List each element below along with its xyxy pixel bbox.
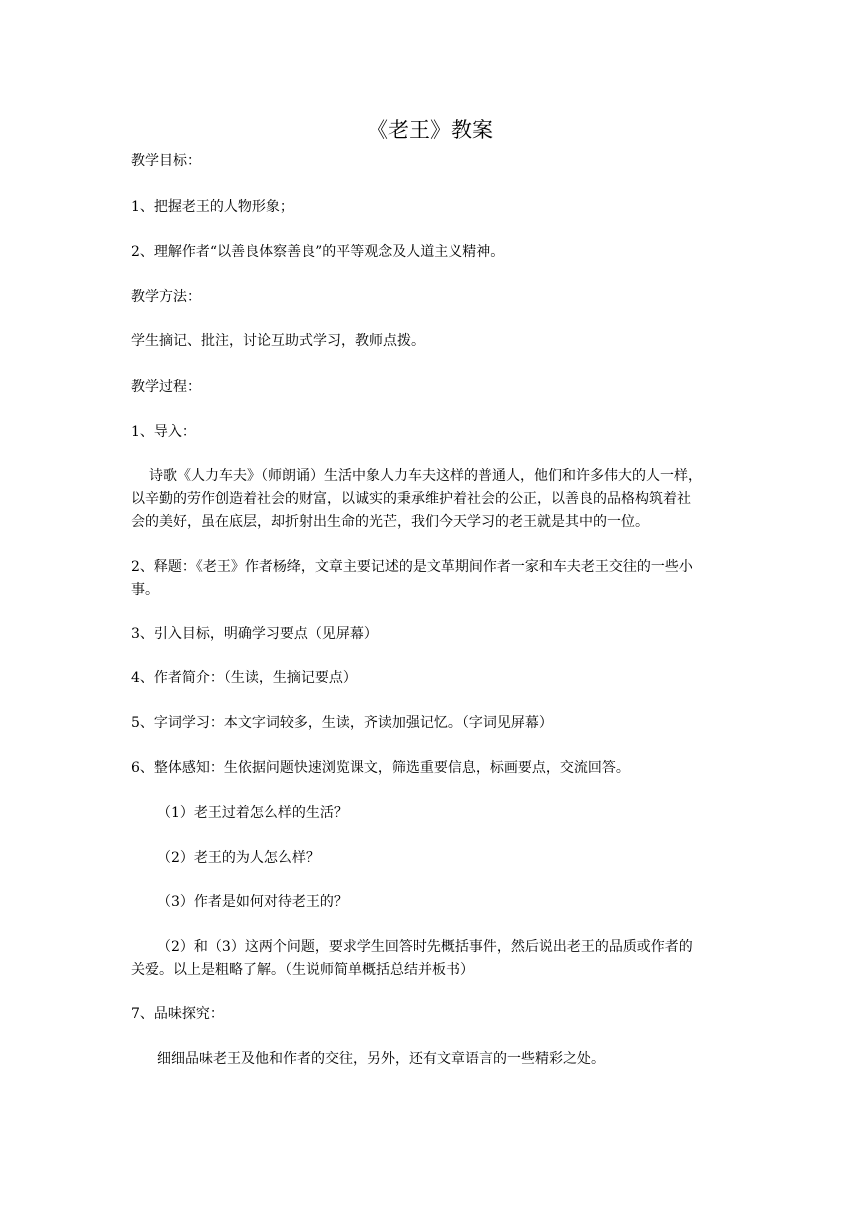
step-6: 6、整体感知：生依据问题快速浏览课文，筛选重要信息，标画要点，交流回答。 [131, 760, 630, 776]
step-2-line-1: 2、释题：《老王》作者杨绛，文章主要记述的是文革期间作者一家和车夫老王交往的一些小 [131, 559, 693, 575]
goal-item-1: 1、把握老王的人物形象； [131, 199, 294, 215]
step-3: 3、引入目标，明确学习要点（见屏幕） [131, 626, 378, 642]
intro-paragraph [131, 465, 746, 534]
intro-line-1: 诗歌《人力车夫》（师朗诵）生活中象人力车夫这样的普通人，他们和许多伟大的人一样， [149, 468, 702, 484]
step-2-paragraph [131, 556, 746, 602]
note-line-2: 关爱。以上是粗略了解。（生说师简单概括总结并板书） [131, 962, 474, 978]
method-text: 学生摘记、批注，讨论互助式学习，教师点拨。 [131, 333, 425, 349]
question-1: （1）老王过着怎么样的生活？ [157, 805, 348, 821]
step-5: 5、字词学习：本文字词较多，生读，齐读加强记忆。（字词见屏幕） [131, 715, 553, 731]
note-paragraph [131, 936, 746, 982]
question-3: （3）作者是如何对待老王的？ [157, 894, 348, 910]
heading-teaching-process: 教学过程： [131, 379, 201, 395]
goal-item-2: 2、理解作者“以善良体察善良”的平等观念及人道主义精神。 [131, 244, 505, 260]
step-7: 7、品味探究： [131, 1006, 224, 1022]
document-title: 《老王》教案 [367, 118, 493, 142]
explore-text: 细细品味老王及他和作者的交往，另外，还有文章语言的一些精彩之处。 [157, 1051, 605, 1067]
intro-line-2: 以辛勤的劳作创造着社会的财富，以诚实的秉承维护着社会的公正，以善良的品格构筑着社 [131, 491, 691, 507]
step-1-intro-heading: 1、导入： [131, 424, 196, 440]
question-2: （2）老王的为人怎么样？ [157, 850, 320, 866]
step-4: 4、作者简介：（生读，生摘记要点） [131, 670, 357, 686]
note-line-1: （2）和（3）这两个问题，要求学生回答时先概括事件，然后说出老王的品质或作者的 [157, 939, 693, 955]
intro-line-3: 会的美好，虽在底层，却折射出生命的光芒，我们今天学习的老王就是其中的一位。 [131, 514, 649, 530]
heading-teaching-method: 教学方法： [131, 289, 201, 305]
step-2-line-2: 事。 [131, 582, 159, 598]
heading-teaching-goals: 教学目标： [131, 153, 201, 169]
